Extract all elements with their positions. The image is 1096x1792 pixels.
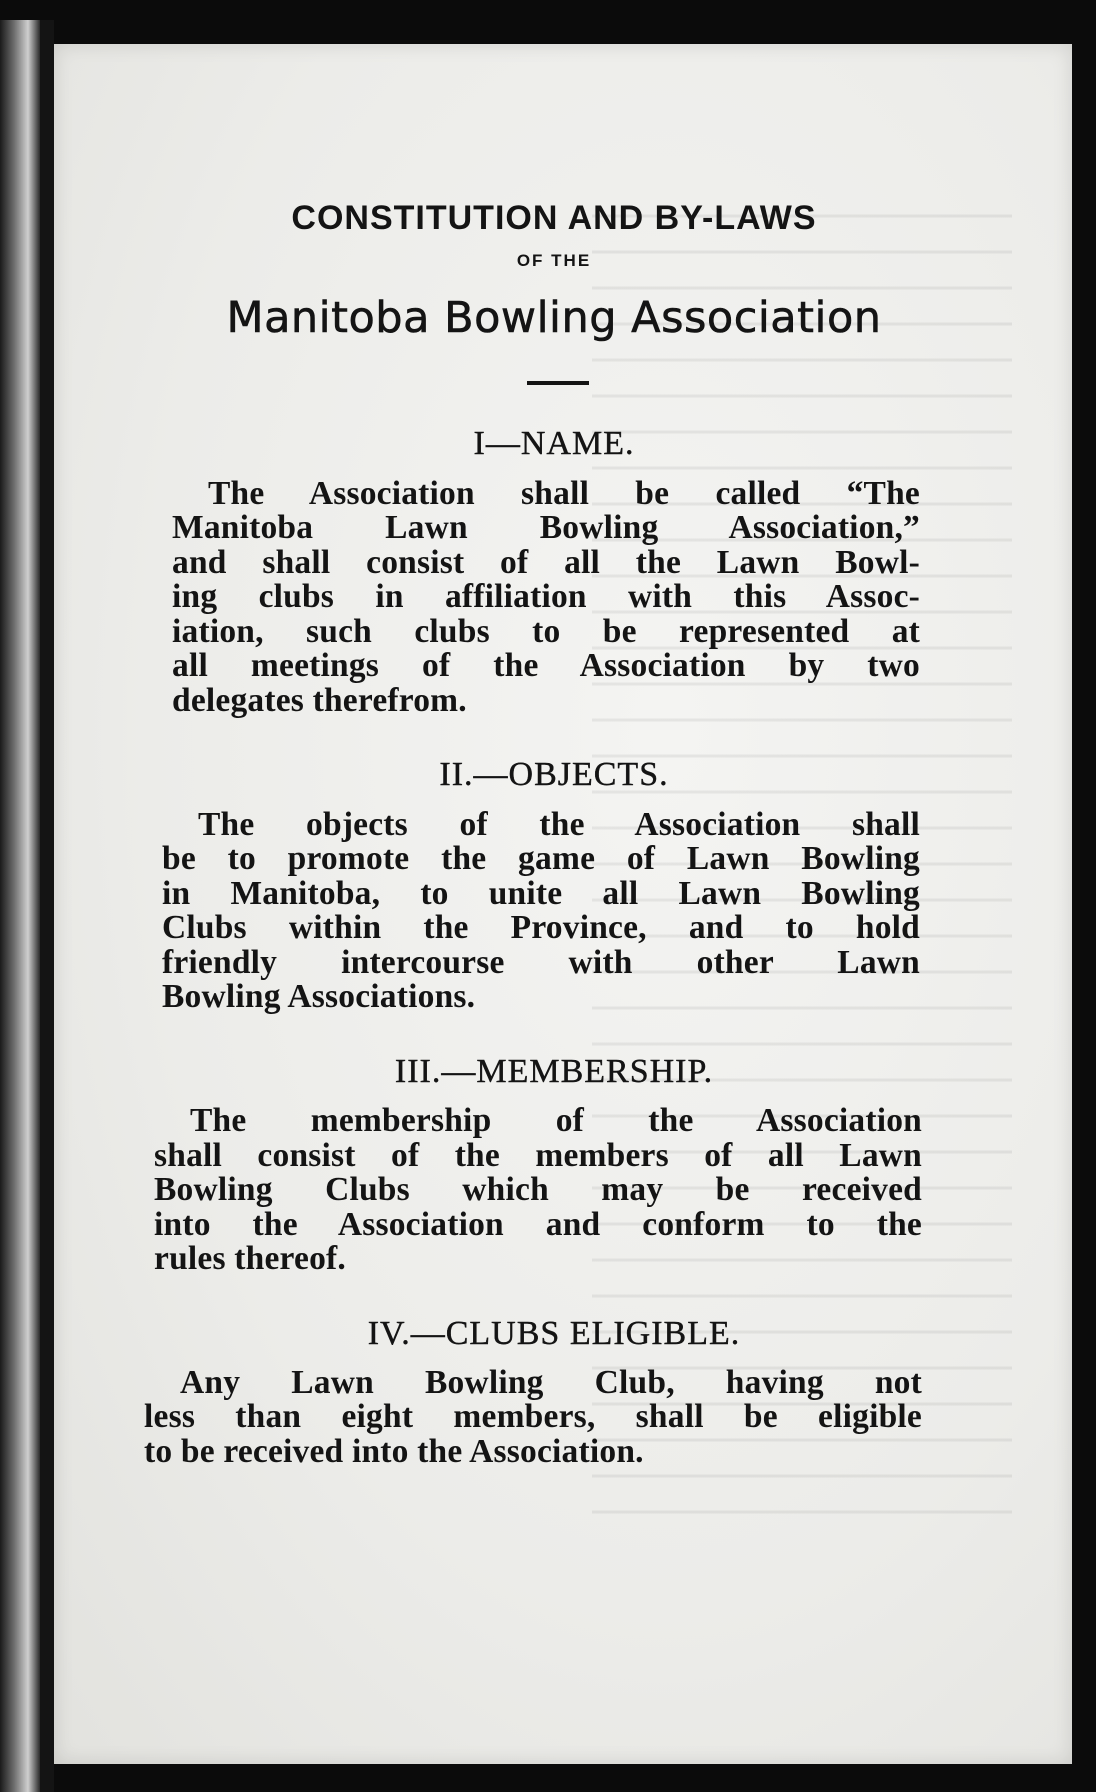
body-line: in Manitoba, to unite all Lawn Bowling bbox=[162, 874, 920, 912]
body-line: Clubs within the Province, and to hold bbox=[162, 909, 920, 947]
previous-page-edge bbox=[0, 20, 40, 1792]
body-line: ing clubs in affiliation with this Assoc- bbox=[172, 578, 920, 616]
body-line: delegates therefrom. bbox=[172, 681, 467, 719]
body-line: Manitoba Lawn Bowling Association,” bbox=[172, 509, 920, 547]
association-name: Manitoba Bowling Association bbox=[226, 293, 882, 344]
title-connector: OF THE bbox=[516, 251, 592, 271]
body-line: to be received into the Association. bbox=[144, 1432, 644, 1470]
body-line: rules thereof. bbox=[154, 1240, 346, 1278]
body-line: Bowling Clubs which may be received bbox=[154, 1171, 922, 1209]
body-line: The objects of the Association shall bbox=[198, 805, 920, 843]
body-line: The membership of the Association bbox=[190, 1102, 922, 1140]
right-border bbox=[1072, 44, 1096, 1764]
body-line: iation, such clubs to be represented at bbox=[172, 612, 920, 650]
section-body-objects bbox=[162, 805, 920, 1016]
body-line: and shall consist of all the Lawn Bowl- bbox=[172, 543, 920, 581]
body-line: The Association shall be called “The bbox=[208, 474, 920, 512]
body-line: be to promote the game of Lawn Bowling bbox=[162, 840, 920, 878]
body-line: Any Lawn Bowling Club, having not bbox=[180, 1363, 922, 1401]
body-line: friendly intercourse with other Lawn bbox=[162, 943, 920, 981]
body-line: shall consist of the members of all Lawn bbox=[154, 1136, 922, 1174]
document-title: CONSTITUTION AND BY-LAWS bbox=[291, 199, 817, 237]
section-body-membership bbox=[154, 1104, 922, 1277]
section-body-name bbox=[172, 474, 920, 719]
book-gutter bbox=[40, 20, 54, 1792]
page-content bbox=[120, 150, 928, 1469]
title-rule bbox=[527, 381, 589, 385]
body-line: less than eight members, shall be eligible bbox=[144, 1398, 922, 1436]
section-body-clubs-eligible bbox=[144, 1363, 922, 1470]
body-line: into the Association and conform to the bbox=[154, 1205, 922, 1243]
body-line: all meetings of the Association by two bbox=[172, 647, 920, 685]
body-line: Bowling Associations. bbox=[162, 978, 476, 1016]
section-heading-name: I—NAME. bbox=[473, 425, 635, 463]
section-heading-objects: II.—OBJECTS. bbox=[439, 756, 669, 794]
section-heading-membership: III.—MEMBERSHIP. bbox=[394, 1052, 714, 1090]
section-heading-clubs-eligible: IV.—CLUBS ELIGIBLE. bbox=[367, 1314, 741, 1352]
